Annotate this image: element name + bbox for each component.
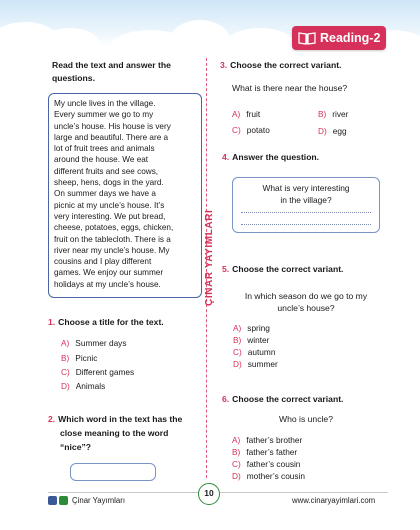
- passage-line: lot of fruit trees and animals: [54, 144, 155, 154]
- facebook-icon: [48, 496, 57, 505]
- option-text: Summer days: [75, 338, 127, 348]
- page-number: 10: [198, 483, 220, 505]
- option-text: father’s father: [246, 447, 298, 457]
- q3-question: What is there near the house?: [232, 83, 348, 93]
- q3-option-b[interactable]: [318, 108, 348, 120]
- passage-line: river near my uncle’s house. My: [54, 245, 170, 255]
- question-text: Which word in the text has the: [58, 414, 183, 424]
- option-letter: B): [318, 109, 327, 119]
- option-text: winter: [247, 335, 270, 345]
- passage-line: My uncle lives in the village.: [54, 99, 156, 108]
- passage-line: Every summer we go to my: [54, 110, 154, 120]
- q5-question-line-1: In which season do we go to my: [244, 291, 368, 301]
- q5-option-c[interactable]: [233, 346, 275, 358]
- book-icon: [298, 31, 316, 45]
- passage-line: very interesting. We put bread,: [54, 211, 166, 221]
- option-letter: C): [61, 367, 70, 377]
- passage-line: large and beautiful. There are a: [54, 132, 169, 142]
- q1-option-c[interactable]: [61, 366, 134, 378]
- cloud: [170, 20, 230, 48]
- q1-option-d[interactable]: [61, 380, 105, 392]
- cloud: [225, 28, 295, 48]
- option-text: river: [332, 109, 349, 119]
- q3-option-c[interactable]: [232, 124, 270, 136]
- question-5-prompt: [222, 262, 343, 276]
- option-text: Picnic: [75, 353, 98, 363]
- option-text: autumn: [247, 347, 276, 357]
- passage-line: games. We enjoy our summer: [54, 268, 164, 278]
- option-letter: D): [61, 381, 70, 391]
- option-text: Different games: [75, 367, 135, 377]
- option-text: mother’s cousin: [246, 471, 306, 481]
- question-text: Answer the question.: [232, 152, 320, 162]
- question-1-prompt: [48, 315, 164, 329]
- passage-line: picnic at my uncle’s house. It’s: [54, 200, 165, 210]
- instruction-line-2: questions.: [52, 73, 95, 83]
- option-letter: B): [233, 335, 242, 345]
- q1-option-b[interactable]: [61, 352, 97, 364]
- question-text: Choose the correct variant.: [230, 60, 342, 70]
- option-letter: D): [232, 471, 241, 481]
- option-text: fruit: [246, 109, 261, 119]
- passage-line: around the house. We eat: [54, 155, 149, 165]
- question-number: 5.: [222, 264, 230, 274]
- passage-line: holidays at my uncle’s house.: [54, 279, 161, 289]
- q5-option-d[interactable]: [233, 358, 278, 370]
- option-text: father’s cousin: [246, 459, 301, 469]
- option-letter: A): [233, 323, 242, 333]
- question-6-prompt: [222, 392, 343, 406]
- question-text: Choose a title for the text.: [58, 317, 164, 327]
- question-text: Choose the correct variant.: [232, 264, 344, 274]
- option-letter: B): [61, 353, 70, 363]
- question-2-line-2: close meaning to the word: [60, 428, 169, 438]
- q6-option-a[interactable]: [232, 434, 302, 446]
- footer-publisher: Çinar Yayımları: [72, 496, 126, 505]
- passage-line: cousins and I play different: [54, 257, 152, 267]
- question-number: 2.: [48, 414, 56, 424]
- option-text: summer: [247, 359, 278, 369]
- question-3-prompt: [220, 58, 341, 72]
- svg-text:ÇINAR YAYIMLARI: ÇINAR YAYIMLARI: [204, 210, 215, 306]
- passage-line: uncle’s house. His house is very: [54, 121, 171, 131]
- passage-line: fruit on the tablecloth. There is a: [54, 234, 171, 244]
- instagram-icon: [59, 496, 68, 505]
- badge-label: Reading-2: [320, 31, 381, 45]
- q6-option-b[interactable]: [232, 446, 297, 458]
- answer-line: [241, 212, 371, 213]
- option-letter: D): [233, 359, 242, 369]
- question-2-line-1: [48, 412, 182, 426]
- q2-answer-box[interactable]: [70, 463, 156, 481]
- passage-line: On summer days we have a: [54, 189, 156, 199]
- q4-question-line-1: What is very interesting: [262, 183, 350, 193]
- q5-option-b[interactable]: [233, 334, 269, 346]
- reading-badge: [292, 26, 386, 50]
- option-letter: A): [232, 109, 241, 119]
- passage-line: cheese, potatoes, eggs, chicken,: [54, 223, 174, 233]
- q4-answer-box[interactable]: [232, 177, 380, 233]
- option-letter: D): [318, 126, 327, 136]
- option-text: potato: [246, 125, 270, 135]
- q5-question-line-2: uncle’s house?: [277, 303, 335, 313]
- question-number: 4.: [222, 152, 230, 162]
- q3-option-a[interactable]: [232, 108, 260, 120]
- q6-option-c[interactable]: [232, 458, 300, 470]
- option-letter: C): [232, 125, 241, 135]
- option-letter: C): [233, 347, 242, 357]
- passage-line: sheep, hens, dogs in the yard.: [54, 178, 164, 188]
- instruction-line-1: Read the text and answer the: [52, 60, 171, 70]
- question-2-line-3: “nice”?: [60, 442, 92, 452]
- q6-question: Who is uncle?: [279, 414, 333, 424]
- option-text: Animals: [75, 381, 106, 391]
- passage-line: different fruits and see cows,: [54, 166, 159, 176]
- question-number: 3.: [220, 60, 228, 70]
- q5-option-a[interactable]: [233, 322, 270, 334]
- q3-option-d[interactable]: [318, 125, 347, 137]
- option-text: father’s brother: [246, 435, 303, 445]
- option-letter: B): [232, 447, 241, 457]
- question-number: 1.: [48, 317, 56, 327]
- footer-website[interactable]: www.cinaryayimlari.com: [292, 496, 376, 505]
- question-number: 6.: [222, 394, 230, 404]
- reading-passage: [48, 93, 202, 298]
- option-text: spring: [247, 323, 270, 333]
- answer-line: [241, 224, 371, 225]
- option-letter: A): [61, 338, 70, 348]
- option-letter: A): [232, 435, 241, 445]
- q4-question-line-2: in the village?: [280, 195, 332, 205]
- option-text: egg: [332, 126, 347, 136]
- question-text: Choose the correct variant.: [232, 394, 344, 404]
- q1-option-a[interactable]: [61, 337, 126, 349]
- option-letter: C): [232, 459, 241, 469]
- q6-option-d[interactable]: [232, 470, 305, 482]
- question-4-prompt: [222, 150, 319, 164]
